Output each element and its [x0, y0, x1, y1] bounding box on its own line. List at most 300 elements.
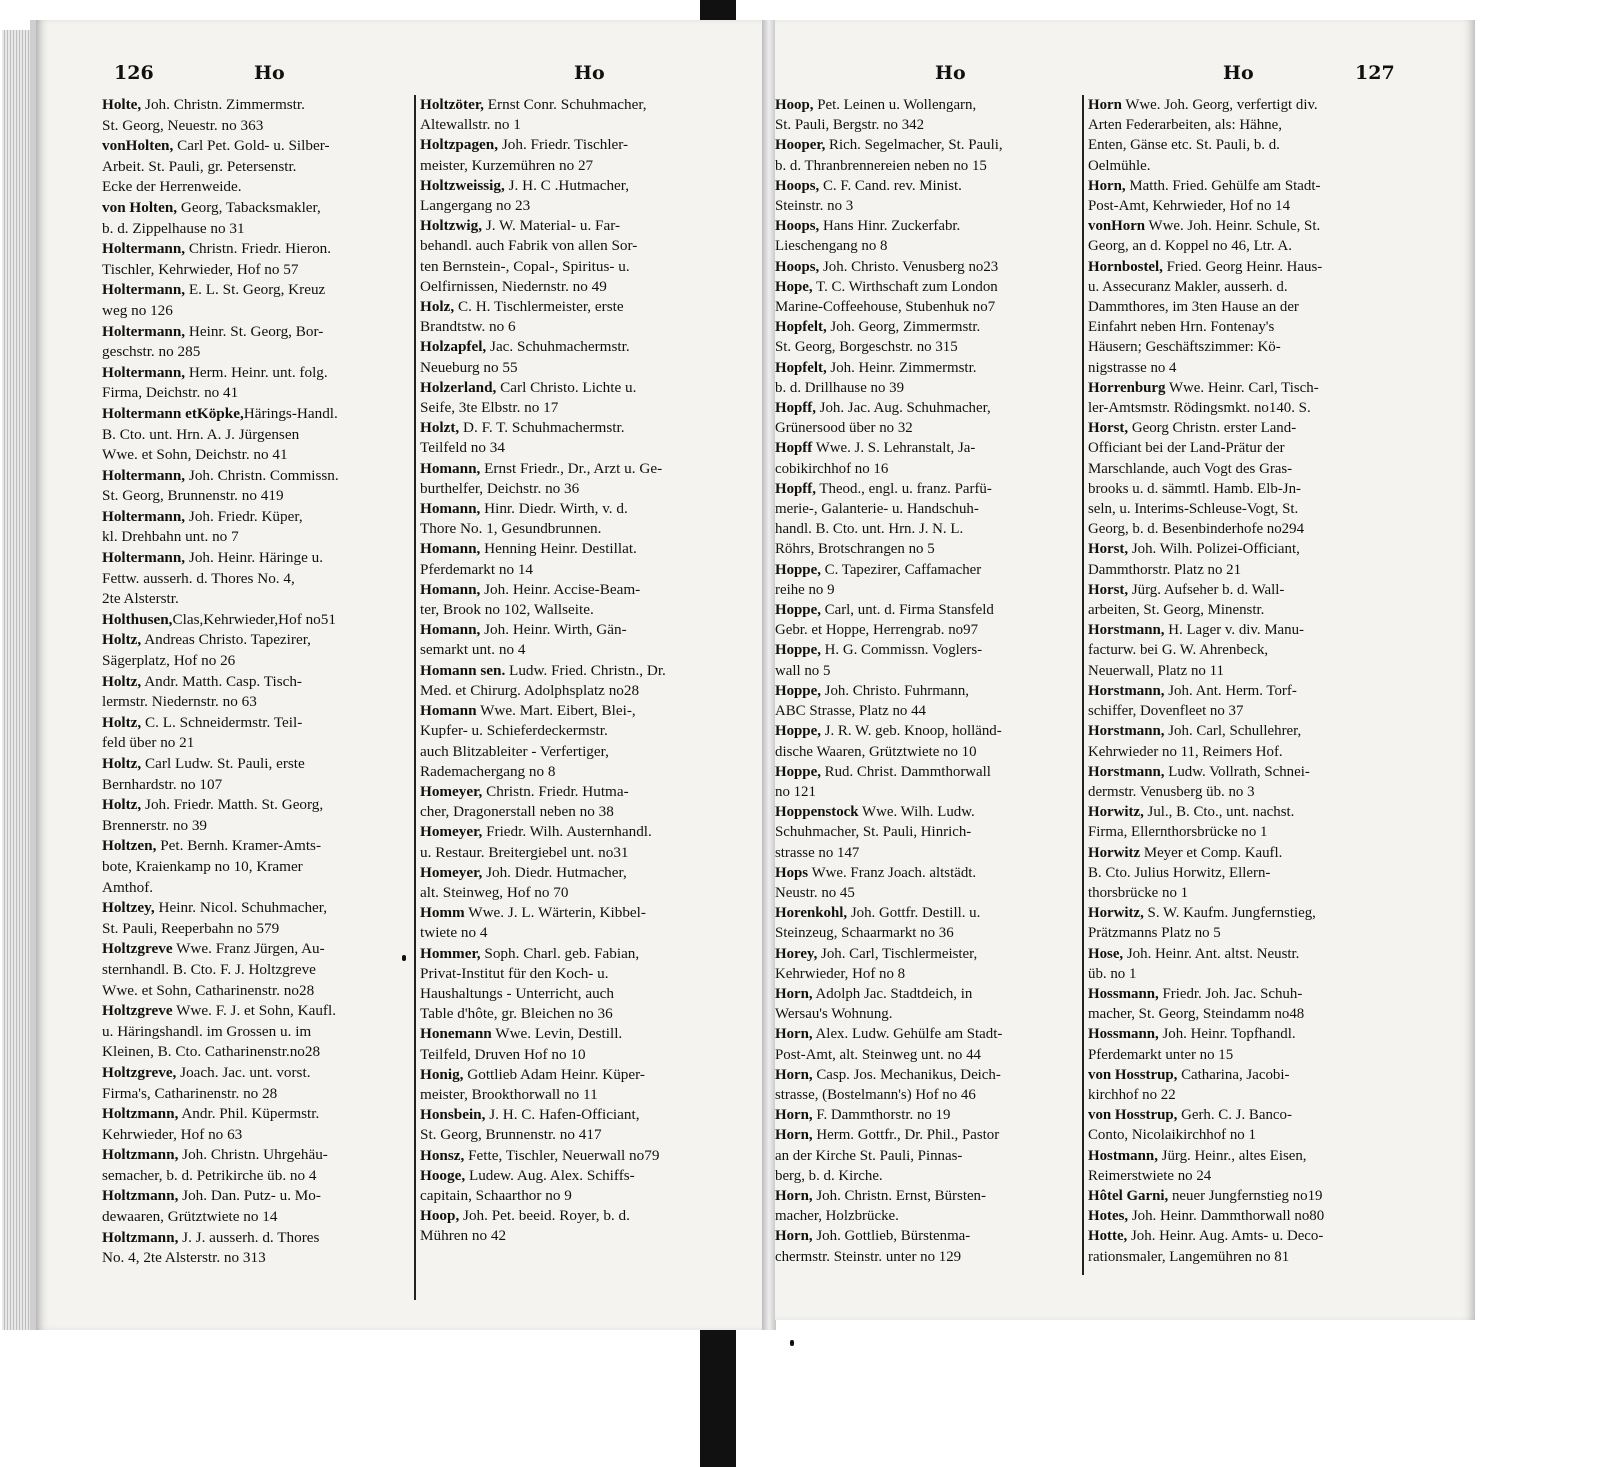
directory-entry	[420, 216, 740, 297]
directory-entry	[775, 1105, 1080, 1125]
directory-entry	[1088, 580, 1388, 620]
entry-details: Joach. Jac. unt. vorst. Firma's, Catharinenstr. no 28	[102, 1063, 311, 1102]
running-head-right: Ho	[1223, 62, 1254, 84]
directory-entry	[775, 358, 1080, 398]
entry-name: Holtermann,	[102, 363, 186, 381]
entry-name: Holzerland,	[420, 378, 497, 396]
directory-entry	[102, 898, 412, 939]
directory-entry	[775, 135, 1080, 175]
entry-name: von Hosstrup,	[1088, 1107, 1178, 1124]
column-rule	[414, 95, 416, 1300]
entry-details: Jac. Schuhmachermstr. Neueburg no 55	[420, 338, 630, 376]
entry-details: neuer Jungfernstieg no19	[1168, 1187, 1323, 1204]
entry-details: Friedr. Joh. Jac. Schuh- macher, St. Georg, Steindamm no48	[1088, 985, 1305, 1023]
entry-name: Horst,	[1088, 581, 1129, 598]
entry-name: Hoops,	[775, 218, 820, 235]
entry-name: Holtz,	[102, 631, 142, 649]
entry-name: Holtzgreve	[102, 940, 173, 958]
entry-name: Homann	[420, 702, 477, 720]
entry-details: Joh. Georg, Zimmermstr. St. Georg, Borgeschstr. no 315	[775, 319, 981, 356]
right-page	[775, 20, 1475, 1320]
entry-name: Holtzgreve,	[102, 1063, 177, 1081]
entry-details: Joh. Heinr. Ant. altst. Neustr. üb. no 1	[1088, 945, 1300, 982]
entry-name: Holtzgreve	[102, 1002, 173, 1020]
directory-entry	[102, 280, 412, 321]
entry-name: Holtermann etKöpke,	[102, 404, 244, 422]
entry-details: Hinr. Diedr. Wirth, v. d. Thore No. 1, Gesundbrunnen.	[420, 500, 628, 538]
entry-details: Wwe. Mart. Eibert, Blei-, Kupfer- u. Schieferdeckermstr. auch Blitzableiter - Verfertiger, Rademachergang no 8	[420, 702, 636, 780]
entry-details: C. Tapezirer, Caffamacher reihe no 9	[775, 561, 982, 598]
spine-bottom	[700, 1325, 736, 1467]
entry-name: Holtzweissig,	[420, 176, 505, 194]
entry-details: Theod., engl. u. franz. Parfü- merie-, Galanterie- u. Handschuh- handl. B. Cto. unt. Hrn. J. N. L. Röhrs, Brotschrangen no 5	[775, 480, 992, 558]
directory-entry	[102, 630, 412, 671]
directory-entry	[1088, 944, 1388, 984]
entry-details: Andr. Matth. Casp. Tisch- lermstr. Niedernstr. no 63	[102, 672, 302, 711]
directory-entry	[1088, 257, 1388, 378]
directory-entry	[775, 1125, 1080, 1186]
entry-details: J. R. W. geb. Knoop, holländ- dische Waaren, Grütztwiete no 10	[775, 723, 1002, 760]
directory-entry	[1088, 1105, 1388, 1145]
entry-name: vonHolten,	[102, 137, 174, 155]
entry-name: Holtzwig,	[420, 217, 483, 235]
directory-entry	[775, 1186, 1080, 1226]
directory-entry	[420, 337, 740, 377]
directory-entry	[102, 95, 412, 136]
entry-name: Holtz,	[102, 796, 142, 814]
entry-details: Härings-Handl. B. Cto. unt. Hrn. A. J. Jürgensen Wwe. et Sohn, Deichstr. no 41	[102, 404, 338, 464]
entry-name: Holte,	[102, 96, 142, 113]
directory-entry	[420, 499, 740, 539]
directory-entry	[1088, 984, 1388, 1024]
directory-entry	[775, 721, 1080, 761]
entry-details: Carl Ludw. St. Pauli, erste Bernhardstr. no 107	[102, 755, 305, 793]
entry-details: Christn. Friedr. Hieron. Tischler, Kehrwieder, Hof no 57	[102, 240, 332, 278]
entry-details: S. W. Kaufm. Jungfernstieg, Prätzmanns Platz no 5	[1088, 905, 1316, 942]
entry-name: Horstmann,	[1088, 622, 1165, 639]
entry-name: Horn,	[775, 1228, 813, 1245]
entry-details: Henning Heinr. Destillat. Pferdemarkt no 14	[420, 540, 637, 578]
entry-details: Joh. Wilh. Polizei-Officiant, Dammthorstr. Platz no 21	[1088, 541, 1300, 578]
entry-details: Joh. Heinr. Häringe u. Fettw. ausserh. d. Thores No. 4, 2te Alsterstr.	[102, 549, 324, 608]
entry-name: Horrenburg	[1088, 379, 1166, 396]
running-head-right: Ho	[574, 62, 605, 84]
entry-name: Horwitz,	[1088, 804, 1144, 821]
directory-entry	[775, 1226, 1080, 1266]
entry-details: Carl Christo. Lichte u. Seife, 3te Elbstr. no 17	[420, 378, 637, 417]
directory-entry	[420, 539, 740, 579]
directory-entry	[1088, 1146, 1388, 1186]
entry-details: Joh. Friedr. Küper, kl. Drehbahn unt. no 7	[102, 507, 303, 546]
entry-details: Joh. Ant. Herm. Torf- schiffer, Dovenfleet no 37	[1088, 682, 1297, 720]
directory-entry	[1088, 418, 1388, 539]
directory-entry	[102, 1001, 412, 1063]
directory-entry	[1088, 176, 1388, 216]
directory-entry	[1088, 1186, 1388, 1206]
entry-name: Hostmann,	[1088, 1147, 1158, 1164]
entry-details: Joh. Friedr. Matth. St. Georg, Brennerstr. no 39	[102, 796, 324, 834]
entry-name: Horwitz	[1088, 844, 1141, 861]
entry-name: Hossmann,	[1088, 1026, 1159, 1043]
entry-details: Ludw. Vollrath, Schnei- dermstr. Venusberg üb. no 3	[1088, 763, 1310, 800]
entry-details: Casp. Jos. Mechanikus, Deich- strasse, (Bostelmann's) Hof no 46	[775, 1066, 1001, 1103]
directory-entry	[1088, 1206, 1388, 1226]
entry-name: Holtz,	[102, 755, 142, 772]
entry-name: Horn,	[775, 1187, 813, 1204]
entry-details: C. H. Tischlermeister, erste Brandtstw. no 6	[420, 298, 624, 336]
entry-details: Joh. Dan. Putz- u. Mo- dewaaren, Grütztwiete no 14	[102, 1187, 321, 1226]
entry-details: Joh. Carl, Schullehrer, Kehrwieder no 11, Reimers Hof.	[1088, 723, 1302, 760]
entry-details: Joh. Jac. Aug. Schuhmacher, Grünersood über no 32	[775, 400, 991, 437]
entry-name: Homann,	[420, 621, 481, 639]
entry-name: Horn,	[775, 1107, 813, 1124]
entry-details: Christn. Friedr. Hutma- cher, Dragonerstall neben no 38	[420, 782, 629, 821]
right-column-2	[1088, 95, 1388, 1267]
directory-entry	[102, 1104, 412, 1145]
entry-name: Hopff,	[775, 480, 816, 497]
entry-name: Hooper,	[775, 137, 826, 154]
entry-details: Herm. Gottfr., Dr. Phil., Pastor an der Kirche St. Pauli, Pinnas- berg, b. d. Kirche.	[775, 1127, 1000, 1184]
directory-entry	[775, 802, 1080, 863]
entry-name: Holzapfel,	[420, 338, 487, 356]
directory-entry	[102, 754, 412, 795]
entry-details: J. H. C. Hafen-Officiant, St. Georg, Brunnenstr. no 417	[420, 1106, 640, 1144]
directory-entry	[420, 1206, 740, 1246]
page-number: 126	[114, 62, 154, 84]
entry-name: Homeyer,	[420, 863, 483, 881]
entry-name: Horenkohl,	[775, 905, 848, 922]
entry-name: Hoops,	[775, 258, 820, 275]
entry-name: Hornbostel,	[1088, 258, 1163, 275]
directory-entry	[102, 548, 412, 610]
entry-name: vonHorn	[1088, 218, 1146, 235]
directory-entry	[420, 95, 740, 135]
directory-entry	[420, 459, 740, 499]
entry-name: Holtzmann,	[102, 1187, 179, 1205]
directory-entry	[1088, 762, 1388, 802]
entry-details: Joh. Christn. Ernst, Bürsten- macher, Holzbrücke.	[775, 1187, 986, 1225]
directory-entry	[102, 507, 412, 548]
entry-name: Hope,	[775, 278, 813, 295]
directory-entry	[102, 1145, 412, 1186]
entry-name: Homann,	[420, 459, 481, 477]
directory-entry	[775, 176, 1080, 216]
entry-details: Jürg. Aufseher b. d. Wall- arbeiten, St. Georg, Minenstr.	[1088, 581, 1285, 619]
entry-name: Hotte,	[1088, 1228, 1128, 1245]
entry-name: Holtzmann,	[102, 1146, 179, 1164]
entry-name: Homann,	[420, 540, 481, 558]
entry-name: Horn,	[775, 1026, 813, 1043]
directory-entry	[420, 822, 740, 862]
directory-entry	[1088, 802, 1388, 842]
directory-entry	[775, 903, 1080, 943]
entry-details: Ludew. Aug. Alex. Schiffs- capitain, Schaarthor no 9	[420, 1166, 635, 1204]
directory-entry	[102, 466, 412, 507]
directory-entry	[420, 1146, 740, 1166]
entry-details: Ernst Friedr., Dr., Arzt u. Ge- burthelfer, Deichstr. no 36	[420, 459, 663, 497]
entry-details: Jürg. Heinr., altes Eisen, Reimerstwiete no 24	[1088, 1147, 1307, 1184]
directory-entry	[775, 600, 1080, 640]
directory-entry	[102, 239, 412, 280]
entry-details: Rud. Christ. Dammthorwall no 121	[775, 763, 991, 800]
directory-entry	[102, 672, 412, 713]
entry-details: Joh. Gottlieb, Bürstenma- chermstr. Steinstr. unter no 129	[775, 1228, 971, 1265]
entry-name: Horstmann,	[1088, 763, 1165, 780]
left-column-1	[102, 95, 412, 1269]
entry-details: Andr. Phil. Küpermstr. Kehrwieder, Hof no 63	[102, 1105, 320, 1143]
entry-name: Holtzmann,	[102, 1228, 179, 1246]
entry-name: Hossmann,	[1088, 985, 1159, 1002]
entry-name: Holzt,	[420, 419, 460, 437]
directory-entry	[1088, 1024, 1388, 1064]
directory-entry	[420, 378, 740, 418]
entry-name: von Hosstrup,	[1088, 1066, 1178, 1083]
entry-name: Holtermann,	[102, 281, 186, 299]
entry-name: Horey,	[775, 945, 818, 962]
directory-entry	[420, 661, 740, 701]
entry-name: Holtermann,	[102, 549, 186, 567]
directory-entry	[775, 863, 1080, 903]
entry-details: Joh. Carl, Tischlermeister, Kehrwieder, Hof no 8	[775, 945, 978, 982]
entry-name: Hoop,	[775, 97, 814, 113]
entry-details: Joh. Diedr. Hutmacher, alt. Steinweg, Hof no 70	[420, 863, 627, 901]
entry-details: Carl Pet. Gold- u. Silber- Arbeit. St. Pauli, gr. Petersenstr. Ecke der Herrenweide.	[102, 137, 330, 196]
directory-entry	[1088, 681, 1388, 721]
entry-details: J. J. ausserh. d. Thores No. 4, 2te Alsterstr. no 313	[102, 1228, 320, 1267]
entry-details: Catharina, Jacobi- kirchhof no 22	[1088, 1066, 1290, 1103]
entry-name: Holtz,	[102, 713, 142, 731]
entry-details: Wwe. Joh. Heinr. Schule, St. Georg, an d. Koppel no 46, Ltr. A.	[1088, 218, 1321, 255]
entry-details: Joh. Christn. Commissn. St. Georg, Brunnenstr. no 419	[102, 466, 339, 505]
entry-name: Horwitz,	[1088, 905, 1144, 922]
entry-name: Hoppe,	[775, 642, 821, 659]
entry-details: E. L. St. Georg, Kreuz weg no 126	[102, 281, 326, 319]
entry-details: Joh. Heinr. Accise-Beam- ter, Brook no 102, Wallseite.	[420, 580, 641, 619]
entry-name: Honsbein,	[420, 1106, 486, 1124]
entry-details: Wwe. Heinr. Carl, Tisch- ler-Amtsmstr. Rödingsmkt. no140. S.	[1088, 379, 1319, 417]
directory-entry	[1088, 95, 1388, 176]
directory-entry	[102, 795, 412, 836]
entry-details: Georg Christn. erster Land- Officiant bei der Land-Prätur der Marschlande, auch Vogt des Gras- brooks u. d. sämmtl. Hamb. Elb-Jn- seln, u. Interims-Schleuse-Vogt, St. Georg, b. d. Besenbinderhofe no294	[1088, 420, 1305, 538]
entry-name: Holtermann,	[102, 240, 186, 258]
entry-details: J. W. Material- u. Far- behandl. auch Fabrik von allen Sor- ten Bernstein-, Copal-, Spiritus- u. Oelfirnissen, Niedernstr. no 49	[420, 217, 638, 295]
entry-name: Horn,	[775, 985, 813, 1002]
entry-name: Honsz,	[420, 1146, 465, 1164]
entry-name: Hôtel Garni,	[1088, 1187, 1169, 1204]
entry-details: Pet. Leinen u. Wollengarn, St. Pauli, Bergstr. no 342	[775, 97, 977, 134]
entry-details: Wwe. J. L. Wärterin, Kibbel- twiete no 4	[420, 904, 646, 942]
directory-entry	[420, 863, 740, 903]
entry-name: Horst,	[1088, 541, 1129, 558]
entry-details: Wwe. Franz Jürgen, Au- sternhandl. B. Cto. F. J. Holtzgreve Wwe. et Sohn, Catharinenstr. no28	[102, 940, 325, 999]
directory-entry	[102, 1228, 412, 1269]
entry-details: Joh. Pet. beeid. Royer, b. d. Mühren no 42	[420, 1207, 630, 1245]
directory-entry	[102, 404, 412, 466]
entry-details: H. Lager v. div. Manu- facturw. bei G. W. Ahrenbeck, Neuerwall, Platz no 11	[1088, 622, 1305, 679]
entry-name: Horst,	[1088, 420, 1129, 437]
entry-details: Matth. Fried. Gehülfe am Stadt- Post-Amt, Kehrwieder, Hof no 14	[1088, 177, 1321, 215]
entry-details: Joh. Christn. Zimmermstr. St. Georg, Neuestr. no 363	[102, 96, 305, 134]
directory-entry	[1088, 620, 1388, 681]
directory-entry	[775, 95, 1080, 135]
entry-name: von Holten,	[102, 198, 178, 216]
entry-details: D. F. T. Schuhmachermstr. Teilfeld no 34	[420, 419, 625, 457]
directory-entry	[775, 277, 1080, 317]
directory-entry	[775, 1024, 1080, 1064]
entry-details: Fried. Georg Heinr. Haus- u. Assecuranz Makler, ausserh. d. Dammthores, im 3ten Hause an der Einfahrt neben Hrn. Fontenay's Häusern; Geschäftszimmer: Kö- nigstrasse no 4	[1088, 258, 1323, 376]
entry-name: Hops	[775, 864, 809, 881]
directory-entry	[420, 418, 740, 458]
entry-details: Heinr. Nicol. Schuhmacher, St. Pauli, Reeperbahn no 579	[102, 899, 328, 937]
entry-details: Jul., B. Cto., unt. nachst. Firma, Ellernthorsbrücke no 1	[1088, 804, 1295, 841]
entry-details: Joh. Christn. Uhrgehäu- semacher, b. d. Petrikirche üb. no 4	[102, 1146, 328, 1184]
entry-details: Carl, unt. d. Firma Stansfeld Gebr. et Hoppe, Herrengrab. no97	[775, 602, 994, 639]
column-rule	[1082, 95, 1084, 1275]
entry-details: Andreas Christo. Tapezirer, Sägerplatz, Hof no 26	[102, 631, 311, 670]
entry-details: Herm. Heinr. unt. folg. Firma, Deichstr. no 41	[102, 363, 328, 402]
directory-entry	[420, 176, 740, 216]
right-column-1	[775, 95, 1080, 1267]
entry-name: Holtermann,	[102, 466, 186, 484]
directory-entry	[775, 438, 1080, 478]
entry-details: Joh. Heinr. Zimmermstr. b. d. Drillhause no 39	[775, 359, 977, 396]
entry-details: Joh. Heinr. Topfhandl. Pferdemarkt unter no 15	[1088, 1026, 1296, 1063]
directory-entry	[420, 1024, 740, 1064]
directory-entry	[775, 762, 1080, 802]
entry-details: Joh. Heinr. Dammthorwall no80	[1128, 1208, 1325, 1225]
entry-details: Fette, Tischler, Neuerwall no79	[464, 1146, 660, 1164]
ink-dot	[790, 1340, 794, 1346]
entry-name: Homeyer,	[420, 782, 483, 800]
directory-entry	[102, 136, 412, 198]
entry-name: Hooge,	[420, 1166, 466, 1184]
entry-details: Wwe. Franz Joach. altstädt. Neustr. no 45	[775, 864, 977, 901]
directory-entry	[102, 713, 412, 754]
entry-details: Adolph Jac. Stadtdeich, in Wersau's Wohnung.	[775, 985, 973, 1023]
gutter	[762, 20, 776, 1330]
entry-name: Hoppe,	[775, 723, 821, 740]
entry-details: Joh. Friedr. Tischler- meister, Kurzemühren no 27	[420, 136, 629, 174]
entry-name: Homm	[420, 904, 465, 922]
entry-details: Wwe. J. S. Lehranstalt, Ja- cobikirchhof no 16	[775, 440, 976, 477]
entry-name: Holtermann,	[102, 322, 186, 340]
entry-details: J. H. C .Hutmacher, Langergang no 23	[420, 176, 630, 215]
entry-details: Wwe. Levin, Destill. Teilfeld, Druven Hof no 10	[420, 1025, 623, 1063]
entry-details: Alex. Ludw. Gehülfe am Stadt- Post-Amt, alt. Steinweg unt. no 44	[775, 1026, 1003, 1063]
directory-entry	[102, 322, 412, 363]
entry-name: Horn,	[775, 1127, 813, 1144]
entry-details: Ernst Conr. Schuhmacher, Altewallstr. no 1	[420, 96, 647, 134]
directory-entry	[102, 836, 412, 898]
entry-details: Joh. Christo. Venusberg no23	[819, 258, 999, 275]
left-page	[30, 20, 771, 1330]
entry-details: Joh. Heinr. Wirth, Gän- semarkt unt. no 4	[420, 621, 627, 659]
entry-details: Wwe. Wilh. Ludw. Schuhmacher, St. Pauli, Hinrich- strasse no 147	[775, 804, 975, 861]
entry-name: Horn,	[1088, 177, 1126, 194]
entry-name: Horn	[1088, 97, 1122, 113]
directory-entry	[102, 1186, 412, 1227]
entry-name: Holtz,	[102, 672, 142, 690]
entry-name: Hoops,	[775, 177, 820, 194]
entry-name: Holtermann,	[102, 507, 186, 525]
entry-name: Homeyer,	[420, 823, 483, 841]
entry-name: Holtzey,	[102, 899, 155, 917]
page-edges	[2, 30, 32, 1330]
entry-details: Joh. Christo. Fuhrmann, ABC Strasse, Platz no 44	[775, 682, 970, 720]
entry-details: T. C. Wirthschaft zum London Marine-Coffeehouse, Stubenhuk no7	[775, 278, 998, 316]
running-head-left: Ho	[935, 62, 966, 84]
directory-entry	[420, 580, 740, 620]
entry-name: Hoppe,	[775, 561, 821, 578]
entry-details: Gottlieb Adam Heinr. Küper- meister, Brookthorwall no 11	[420, 1065, 645, 1103]
entry-details: Meyer et Comp. Kaufl. B. Cto. Julius Horwitz, Ellern- thorsbrücke no 1	[1088, 844, 1283, 901]
directory-entry	[1088, 721, 1388, 761]
directory-entry	[420, 1065, 740, 1105]
entry-details: Friedr. Wilh. Austernhandl. u. Restaur. Breitergiebel unt. no31	[420, 823, 652, 861]
directory-entry	[775, 317, 1080, 357]
directory-entry	[420, 1105, 740, 1145]
entry-details: Wwe. Joh. Georg, verfertigt div. Arten Federarbeiten, als: Hähne, Enten, Gänse etc. St. Pauli, b. d. Oelmühle.	[1088, 97, 1318, 174]
directory-entry	[775, 944, 1080, 984]
entry-name: Hoppe,	[775, 682, 821, 699]
entry-details: Hans Hinr. Zuckerfabr. Lieschengang no 8	[775, 218, 961, 255]
entry-name: Hotes,	[1088, 1208, 1129, 1225]
entry-details: Wwe. F. J. et Sohn, Kaufl. u. Häringshandl. im Grossen u. im Kleinen, B. Cto. Catharinenstr.no28	[102, 1002, 337, 1061]
entry-name: Holthusen,	[102, 610, 173, 628]
directory-entry	[1088, 1226, 1388, 1266]
entry-details: Pet. Bernh. Kramer-Amts- bote, Kraienkamp no 10, Kramer Amthof.	[102, 837, 322, 896]
directory-entry	[1088, 1065, 1388, 1105]
entry-name: Holtzmann,	[102, 1105, 179, 1123]
directory-entry	[102, 363, 412, 404]
entry-details: F. Dammthorstr. no 19	[812, 1107, 951, 1124]
entry-name: Horstmann,	[1088, 723, 1165, 740]
directory-entry	[420, 135, 740, 175]
entry-name: Hommer,	[420, 944, 481, 962]
directory-entry	[420, 782, 740, 822]
page-number: 127	[1355, 62, 1395, 84]
entry-name: Holtzen,	[102, 837, 157, 855]
entry-name: Hopfelt,	[775, 359, 827, 376]
entry-name: Holz,	[420, 298, 455, 316]
entry-details: Clas,Kehrwieder,Hof no51	[172, 610, 336, 628]
entry-name: Horstmann,	[1088, 682, 1165, 699]
entry-details: Georg, Tabacksmakler, b. d. Zippelhause no 31	[102, 198, 321, 237]
entry-name: Holtzpagen,	[420, 136, 499, 154]
directory-entry	[1088, 216, 1388, 256]
directory-entry	[775, 216, 1080, 256]
entry-name: Horn,	[775, 1066, 813, 1083]
entry-details: C. F. Cand. rev. Minist. Steinstr. no 3	[775, 177, 962, 215]
directory-entry	[775, 257, 1080, 277]
directory-entry	[1088, 843, 1388, 904]
entry-name: Honig,	[420, 1065, 464, 1083]
directory-entry	[420, 701, 740, 782]
directory-entry	[775, 479, 1080, 560]
entry-name: Hopff,	[775, 400, 816, 417]
entry-details: Ludw. Fried. Christn., Dr. Med. et Chirurg. Adolphsplatz no28	[420, 661, 666, 699]
directory-entry	[102, 198, 412, 239]
directory-entry	[1088, 378, 1388, 418]
directory-entry	[1088, 539, 1388, 579]
directory-entry	[1088, 903, 1388, 943]
entry-name: Hoppe,	[775, 602, 821, 619]
directory-entry	[420, 620, 740, 660]
entry-details: Joh. Heinr. Aug. Amts- u. Deco- rationsmaler, Langemühren no 81	[1088, 1228, 1324, 1265]
entry-name: Honemann	[420, 1025, 492, 1043]
entry-name: Homann,	[420, 500, 481, 518]
entry-name: Hoop,	[420, 1207, 460, 1225]
